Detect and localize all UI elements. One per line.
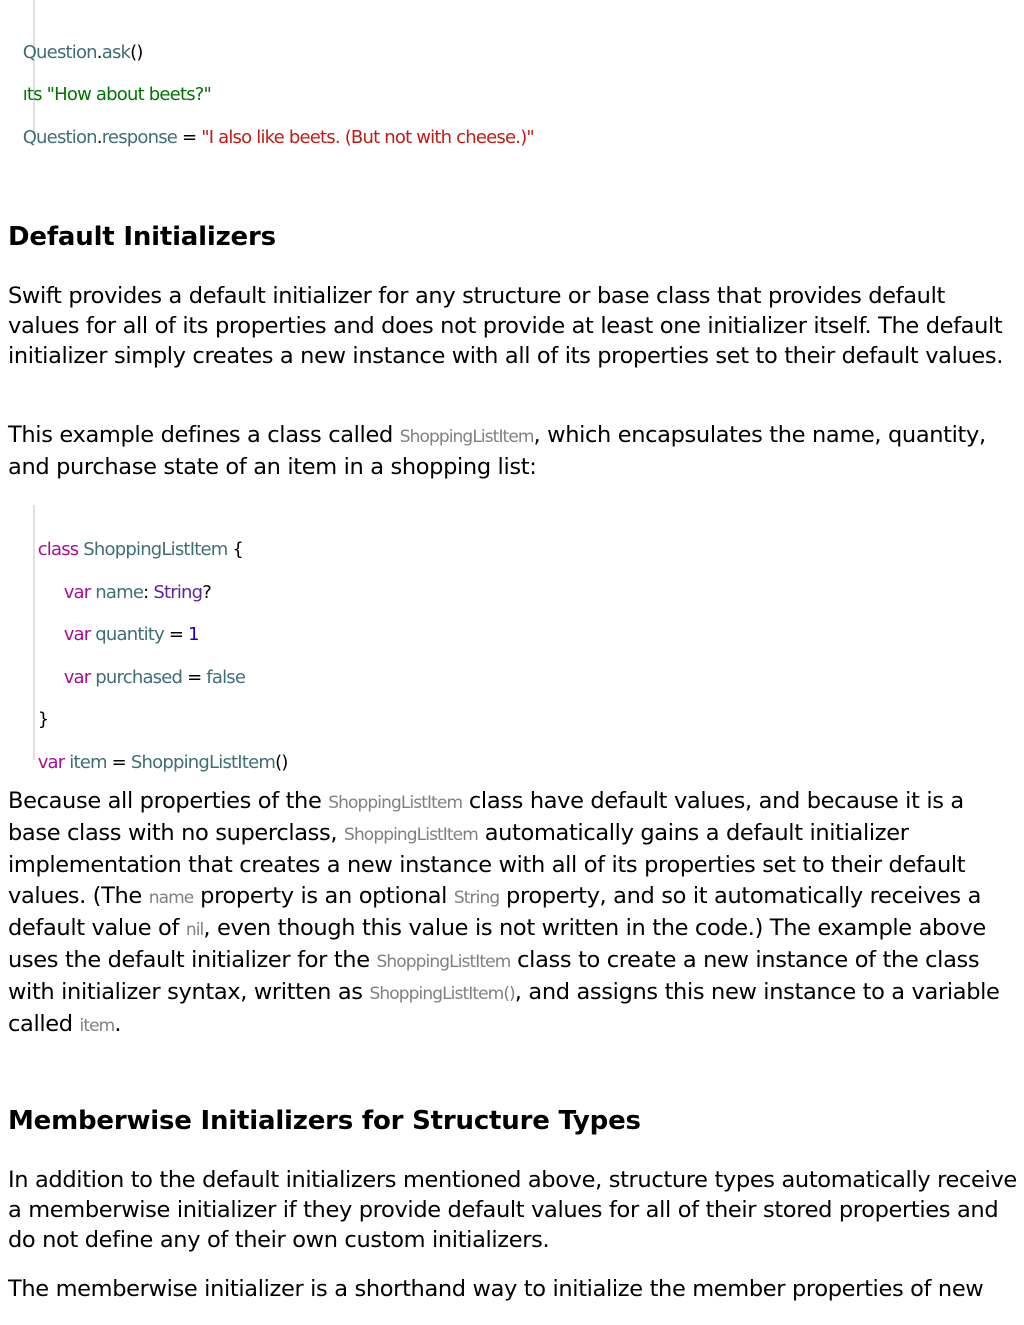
- paragraph: [8, 786, 1018, 1042]
- inline-code: ShoppingListItem: [328, 793, 463, 813]
- code-keyword: var: [63, 582, 91, 603]
- text: class have default values, and because it is a base class with no superclass,: [8, 788, 964, 847]
- code-punct: {: [227, 539, 244, 560]
- code-literal: false: [206, 667, 246, 688]
- code-identifier: item: [64, 752, 107, 773]
- code-identifier: ShoppingListItem: [130, 752, 276, 773]
- inline-code: ShoppingListItem: [399, 427, 534, 447]
- inline-code: ShoppingListItem: [344, 825, 478, 846]
- text: property, and so it automatically receives a default value of: [8, 882, 982, 941]
- text: This example defines a class called: [8, 422, 400, 448]
- code-punct: ?: [202, 582, 212, 603]
- text: class to create a new instance of the class with initializer syntax, written as: [8, 947, 980, 1006]
- text: , even though this value is not written in the code.) The example above uses the default initializer for the: [8, 914, 986, 974]
- text: , and assigns this new instance to a variable called: [8, 979, 1000, 1038]
- text: property is an optional: [193, 882, 454, 909]
- code-operator: =: [163, 624, 189, 645]
- paragraph: [8, 420, 1018, 482]
- code-keyword: class: [37, 539, 79, 560]
- inline-code: ShoppingListItem(): [369, 984, 515, 1005]
- code-snippet-top: [0, 0, 1024, 148]
- code-identifier: response: [101, 127, 178, 148]
- code-punct: :: [143, 582, 154, 603]
- code-identifier: Question: [22, 42, 97, 63]
- code-operator: =: [177, 127, 202, 148]
- code-string: ıts "How about beets?": [22, 84, 212, 105]
- code-identifier: purchased: [90, 667, 183, 688]
- text: , which encapsulates the name, quantity, and purchase state of an item in a shopping list:: [8, 422, 986, 481]
- code-punct: .: [96, 127, 102, 148]
- code-operator: =: [182, 667, 207, 688]
- code-identifier: ask: [101, 42, 131, 63]
- inline-code: name: [148, 887, 194, 908]
- code-punct: }: [37, 709, 49, 730]
- code-identifier: ShoppingListItem: [78, 539, 228, 560]
- section-heading-default-initializers: Default Initializers: [8, 222, 276, 252]
- code-punct: (): [275, 752, 288, 773]
- code-operator: =: [106, 752, 131, 773]
- paragraph: Swift provides a default initializer for any structure or base class that provides default values for all of its properties and does not provide at least one initializer itself. The default initializer simply creates a new instance with all of its properties set to their default values.: [8, 283, 1004, 370]
- code-type: String: [153, 582, 203, 603]
- code-block: [0, 500, 1024, 773]
- code-identifier: Question: [22, 127, 97, 148]
- code-keyword: var: [37, 752, 65, 773]
- code-number: 1: [188, 624, 199, 645]
- code-keyword: var: [63, 624, 91, 645]
- code-keyword: var: [63, 667, 91, 688]
- code-punct: (): [130, 42, 143, 63]
- code-identifier: name: [90, 582, 144, 603]
- code-punct: .: [96, 42, 102, 63]
- code-line: [3, 105, 534, 171]
- code-string: "I also like beets. (But not with cheese.)": [201, 127, 534, 148]
- inline-code: nil: [185, 919, 204, 940]
- code-identifier: quantity: [90, 624, 164, 645]
- inline-code: String: [453, 887, 500, 908]
- text: .: [114, 1011, 122, 1038]
- inline-code: ShoppingListItem: [376, 952, 511, 973]
- text: automatically gains a default initializer implementation that creates a new instance with all of its properties set to their default values. (The: [8, 820, 966, 909]
- section-heading-memberwise-initializers: Memberwise Initializers for Structure Types: [8, 1106, 641, 1136]
- code-line: [44, 645, 245, 711]
- paragraph: The memberwise initializer is a shorthand way to initialize the member properties of new: [8, 1276, 984, 1302]
- inline-code: item: [79, 1016, 115, 1037]
- text: Because all properties of the: [8, 788, 329, 814]
- paragraph: In addition to the default initializers mentioned above, structure types automatically receive a memberwise initializer if they provide default values for all of their stored properties and do not define any of their own custom initializers.: [8, 1167, 1017, 1254]
